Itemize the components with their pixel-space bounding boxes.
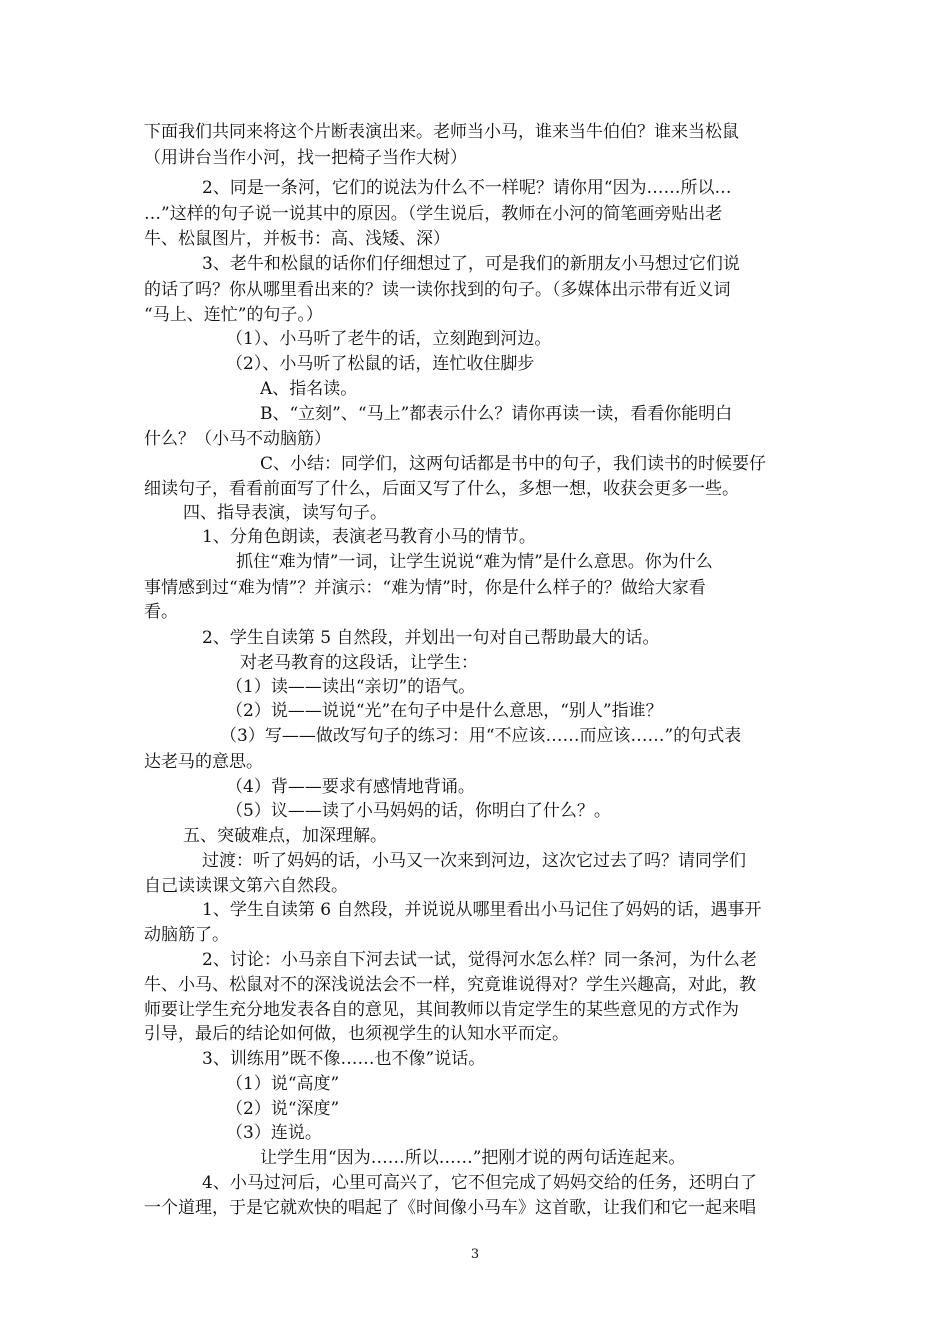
text-line: 的话了吗？你从哪里看出来的？读一读你找到的句子。（多媒体出示带有近义词 bbox=[144, 280, 731, 300]
text-line: 让学生用“因为……所以……”把刚才说的两句话连起来。 bbox=[260, 1148, 686, 1168]
text-line: （2）说——说说“光”在句子中是什么意思，“别人”指谁？ bbox=[226, 701, 663, 721]
text-line: 看。 bbox=[144, 602, 178, 622]
text-line: 下面我们共同来将这个片断表演出来。老师当小马，谁来当牛伯伯？谁来当松鼠 bbox=[144, 122, 739, 142]
text-line: 师要让学生充分地发表各自的意见，其间教师以肯定学生的某些意见的方式作为 bbox=[144, 1000, 739, 1020]
text-line: “马上、连忙”的句子。） bbox=[144, 305, 323, 325]
text-line: （1）读——读出“亲切”的语气。 bbox=[226, 677, 476, 697]
text-line: 1、学生自读第 6 自然段，并说说从哪里看出小马记住了妈妈的话，遇事开 bbox=[202, 900, 762, 920]
text-line: 2、学生自读第 5 自然段，并划出一句对自己帮助最大的话。 bbox=[202, 628, 660, 648]
text-line: 4、小马过河后，心里可高兴了，它不但完成了妈妈交给的任务，还明白了 bbox=[202, 1173, 757, 1193]
text-line: （1）说“高度” bbox=[226, 1074, 340, 1094]
text-line: 对老马教育的这段话，让学生： bbox=[240, 653, 478, 673]
text-line: 五、突破难点，加深理解。 bbox=[183, 826, 387, 846]
text-line: 什么？（小马不动脑筋） bbox=[144, 429, 331, 449]
text-line: （2）说“深度” bbox=[226, 1099, 340, 1119]
text-line: 3、训练用”既不像……也不像”说话。 bbox=[202, 1049, 486, 1069]
text-line: B、“立刻”、“马上”都表示什么？请你再读一读，看看你能明白 bbox=[260, 404, 733, 424]
text-line: 1、分角色朗读，表演老马教育小马的情节。 bbox=[202, 527, 536, 547]
text-line: 达老马的意思。 bbox=[144, 752, 263, 772]
text-line: 四、指导表演，读写句子。 bbox=[183, 503, 387, 523]
text-line: 过渡：听了妈妈的话，小马又一次来到河边，这次它过去了吗？请同学们 bbox=[202, 851, 746, 871]
text-line: 2、讨论：小马亲自下河去试一试，觉得河水怎么样？同一条河，为什么老 bbox=[202, 950, 757, 970]
text-line: 动脑筋了。 bbox=[144, 925, 229, 945]
text-line: （用讲台当作小河，找一把椅子当作大树） bbox=[144, 148, 467, 168]
text-line: 一个道理，于是它就欢快的唱起了《时间像小马车》这首歌，让我们和它一起来唱 bbox=[144, 1198, 756, 1218]
page-number: 3 bbox=[470, 1247, 480, 1262]
text-line: 牛、松鼠图片，并板书：高、浅矮、深） bbox=[144, 229, 450, 249]
text-line: （4）背——要求有感情地背诵。 bbox=[226, 777, 475, 797]
text-line: （3）写——做改写句子的练习：用“不应该……而应该……”的句式表 bbox=[220, 726, 742, 746]
text-line: 细读句子，看看前面写了什么，后面又写了什么，多想一想，收获会更多一些。 bbox=[144, 479, 739, 499]
text-line: 3、老牛和松鼠的话你们仔细想过了，可是我们的新朋友小马想过它们说 bbox=[202, 254, 740, 274]
text-line: …”这样的句子说一说其中的原因。（学生说后，教师在小河的简笔画旁贴出老 bbox=[144, 204, 723, 224]
text-line: （2）、小马听了松鼠的话，连忙收住脚步 bbox=[226, 354, 535, 374]
text-line: 自己读读课文第六自然段。 bbox=[144, 876, 348, 896]
text-line: 抓住“难为情”一词，让学生说说“难为情”是什么意思。你为什么 bbox=[236, 552, 713, 572]
text-line: （5）议——读了小马妈妈的话，你明白了什么？。 bbox=[226, 801, 611, 821]
text-line: （3）连说。 bbox=[226, 1123, 322, 1143]
text-line: 牛、小马、松鼠对不的深浅说法会不一样，究竟谁说得对？学生兴趣高，对此，教 bbox=[144, 975, 756, 995]
text-line: 2、同是一条河，它们的说法为什么不一样呢？请你用“因为……所以… bbox=[202, 178, 732, 198]
text-line: C、小结：同学们，这两句话都是书中的句子，我们读书的时候要仔 bbox=[260, 454, 767, 474]
text-line: 事情感到过“难为情”？并演示：“难为情”时，你是什么样子的？做给大家看 bbox=[144, 578, 706, 598]
text-line: A、指名读。 bbox=[260, 379, 358, 399]
text-line: 引导，最后的结论如何做，也须视学生的认知水平而定。 bbox=[144, 1024, 569, 1044]
text-line: （1）、小马听了老牛的话，立刻跑到河边。 bbox=[226, 329, 552, 349]
